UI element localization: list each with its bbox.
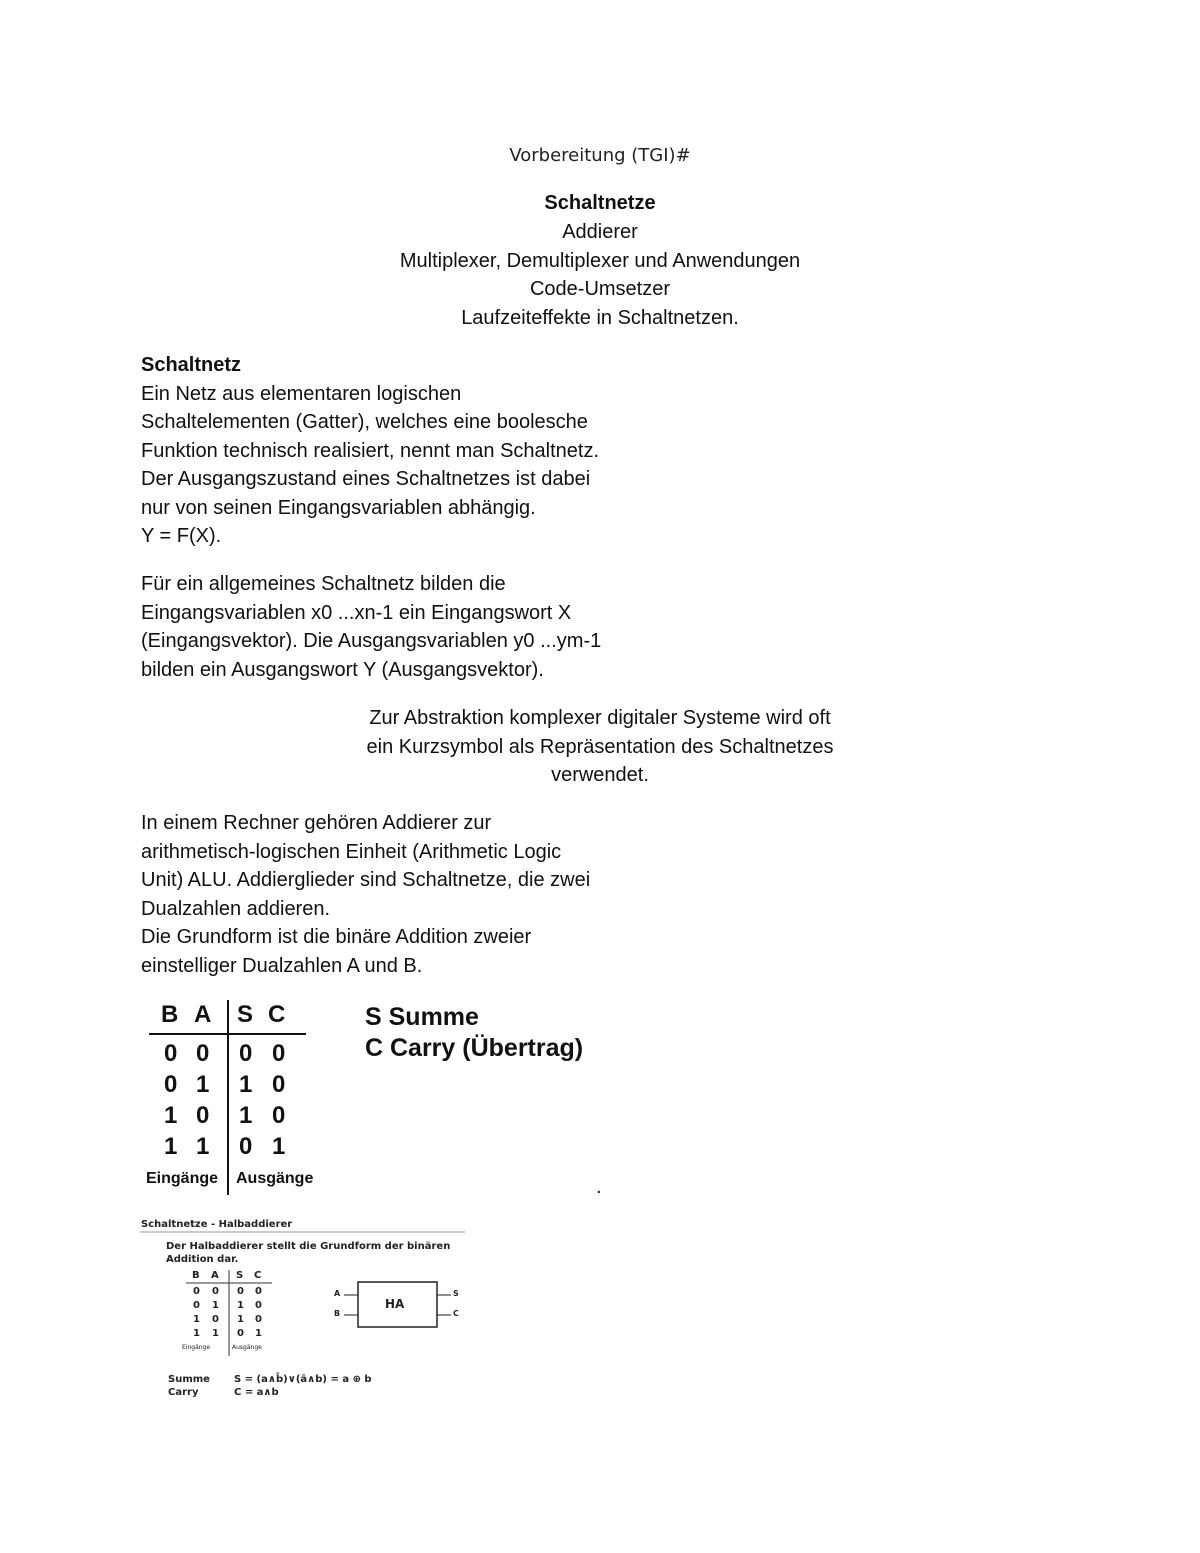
pin-b-label: B [334, 1309, 341, 1318]
table-cell: 0 [164, 1071, 178, 1098]
slide-cell: 1 [255, 1328, 262, 1339]
pin-a-label: A [334, 1289, 341, 1298]
slide-cell: 0 [255, 1314, 262, 1325]
paragraph-line: (Eingangsvektor). Die Ausgangsvariablen y0 ...ym-1 [141, 630, 602, 652]
slide-header-a: A [211, 1270, 219, 1281]
pin-c-label: C [453, 1309, 459, 1318]
legend-carry: C Carry (Übertrag) [365, 1034, 584, 1062]
header-s: S [237, 1001, 254, 1028]
paragraph-line: Die Grundform ist die binäre Addition zweier [141, 926, 532, 948]
slide-inputs-label: Eingänge [182, 1344, 211, 1351]
paragraph-line: In einem Rechner gehören Addierer zur [141, 812, 492, 834]
table-cell: 1 [164, 1102, 178, 1129]
header-a: A [194, 1001, 212, 1028]
slide-cell: 0 [255, 1286, 262, 1297]
paragraph-line: Funktion technisch realisiert, nennt man Schaltnetz. [141, 439, 600, 462]
table-cell: 1 [164, 1133, 178, 1160]
paragraph-line: verwendet. [551, 764, 649, 786]
table-cell: 0 [196, 1102, 210, 1129]
slide-cell: 0 [193, 1286, 200, 1297]
header-b: B [161, 1001, 179, 1028]
header-c: C [268, 1001, 286, 1028]
paragraph-line: Der Ausgangszustand eines Schaltnetzes ist dabei [141, 468, 591, 490]
paragraph-line: einstelliger Dualzahlen A und B. [141, 954, 423, 977]
slide-cell: 1 [237, 1300, 244, 1311]
table-cell: 0 [196, 1040, 210, 1067]
section-adder-intro [141, 809, 701, 980]
slide-header-c: C [254, 1270, 262, 1281]
section-schaltnetz [141, 351, 701, 551]
slide-title: Schaltnetze - Halbaddierer [141, 1219, 293, 1230]
slide-cell: 0 [237, 1286, 244, 1297]
slide-header-s: S [236, 1270, 244, 1281]
carry-formula: C = a∧b [234, 1387, 279, 1398]
slide-cell: 0 [255, 1300, 262, 1311]
paragraph-line: Unit) ALU. Addierglieder sind Schaltnetze, die zwei [141, 869, 591, 891]
toc-title: Schaltnetze [544, 192, 656, 214]
paragraph-line: ein Kurzsymbol als Repräsentation des Schaltnetzes [366, 735, 834, 758]
paragraph-line: Schaltelementen (Gatter), welches eine boolesche [141, 411, 588, 433]
toc-item: Laufzeiteffekte in Schaltnetzen. [461, 307, 739, 329]
slide-intro: Der Halbaddierer stellt die Grundform der binären [166, 1241, 451, 1252]
table-cell: 0 [164, 1040, 178, 1067]
table-cell: 0 [272, 1102, 286, 1129]
table-cell: 1 [196, 1071, 210, 1098]
slide-cell: 1 [193, 1328, 200, 1339]
section-input-output-vectors [141, 570, 701, 684]
inputs-label: Eingänge [146, 1170, 219, 1187]
slide-cell: 0 [212, 1314, 219, 1325]
toc-item: Addierer [562, 221, 638, 243]
slide-cell: 1 [193, 1314, 200, 1325]
paragraph-line: nur von seinen Eingangsvariablen abhängig. [141, 496, 536, 519]
slide-cell: 0 [193, 1300, 200, 1311]
paragraph-line: Dualzahlen addieren. [141, 897, 331, 920]
sum-label: Summe [168, 1374, 210, 1385]
section-abstraction [0, 704, 1200, 790]
paragraph-line: bilden ein Ausgangswort Y (Ausgangsvektor). [141, 658, 544, 681]
toc-item: Multiplexer, Demultiplexer und Anwendungen [399, 250, 801, 272]
paragraph-line: Y = F(X). [141, 525, 222, 547]
slide-intro: Addition dar. [166, 1254, 239, 1265]
halbaddierer-slide [140, 1218, 470, 1408]
sum-formula: S = (a∧b̄)∨(ā∧b) = a ⊕ b [234, 1374, 372, 1385]
half-adder-block-label: HA [385, 1297, 405, 1311]
paragraph-line: Eingangsvariablen x0 ...xn-1 ein Eingangswort X [141, 601, 572, 624]
table-cell: 0 [272, 1071, 286, 1098]
legend-sum: S Summe [365, 1003, 479, 1031]
section-heading: Schaltnetz [141, 354, 242, 376]
paragraph-line: Zur Abstraktion komplexer digitaler Systeme wird oft [369, 707, 831, 729]
table-cell: 1 [239, 1071, 253, 1098]
slide-cell: 1 [212, 1328, 219, 1339]
carry-label: Carry [168, 1387, 199, 1398]
slide-outputs-label: Ausgänge [232, 1344, 262, 1351]
truth-table [145, 1000, 335, 1200]
table-cell: 0 [272, 1040, 286, 1067]
paragraph-line: arithmetisch-logischen Einheit (Arithmetic Logic [141, 840, 562, 863]
pin-s-label: S [453, 1289, 459, 1298]
outputs-label: Ausgänge [236, 1170, 314, 1187]
table-cell: 0 [239, 1040, 253, 1067]
table-cell: 0 [239, 1133, 253, 1160]
paragraph-line: Für ein allgemeines Schaltnetz bilden die [141, 573, 506, 595]
slide-cell: 1 [237, 1314, 244, 1325]
stray-dot: . [596, 1176, 602, 1198]
table-cell: 1 [272, 1133, 286, 1160]
document-title: Vorbereitung (TGI)# [509, 145, 691, 166]
toc-item: Code-Umsetzer [529, 278, 671, 300]
slide-cell: 0 [237, 1328, 244, 1339]
slide-cell: 0 [212, 1286, 219, 1297]
paragraph-line: Ein Netz aus elementaren logischen [141, 382, 462, 405]
table-cell: 1 [196, 1133, 210, 1160]
slide-header-b: B [192, 1270, 200, 1281]
table-cell: 1 [239, 1102, 253, 1129]
slide-cell: 1 [212, 1300, 219, 1311]
